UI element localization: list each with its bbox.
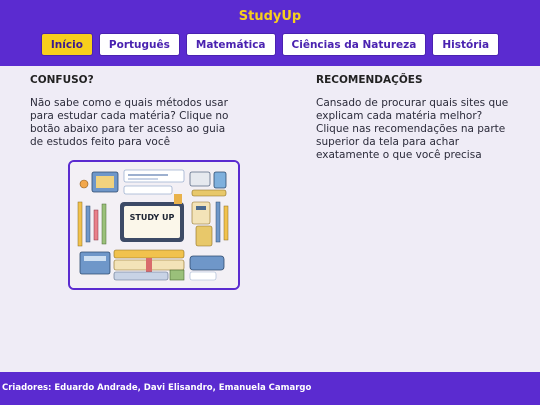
footer	[0, 372, 540, 405]
nav-historia[interactable]: História	[432, 33, 499, 56]
study-up-image-label: STUDY UP	[129, 213, 175, 222]
nav-inicio[interactable]: Início	[41, 33, 93, 56]
confused-text: Não sabe como e quais métodos usar para estudar cada matéria? Clique no botão abaixo para ter acesso ao guia de estudos feito para você	[30, 97, 229, 148]
study-supplies-illustration	[70, 162, 238, 288]
nav-portugues[interactable]: Português	[99, 33, 180, 56]
study-guide-image-button[interactable]	[68, 160, 240, 290]
nav-matematica[interactable]: Matemática	[186, 33, 276, 56]
credits-text: Criadores: Eduardo Andrade, Davi Elisandro, Emanuela Camargo	[2, 383, 312, 393]
recommendations-text: Cansado de procurar quais sites que explicam cada matéria melhor? Clique nas recomendações na parte superior da tela para achar exatamente o que você precisa	[316, 97, 509, 161]
confused-heading: CONFUSO?	[30, 74, 94, 86]
brand-title: StudyUp	[238, 9, 302, 24]
header	[0, 0, 540, 66]
recommendations-heading: RECOMENDAÇÕES	[316, 74, 423, 86]
nav-ciencias[interactable]: Ciências da Natureza	[282, 33, 427, 56]
nav-bar	[0, 33, 540, 56]
